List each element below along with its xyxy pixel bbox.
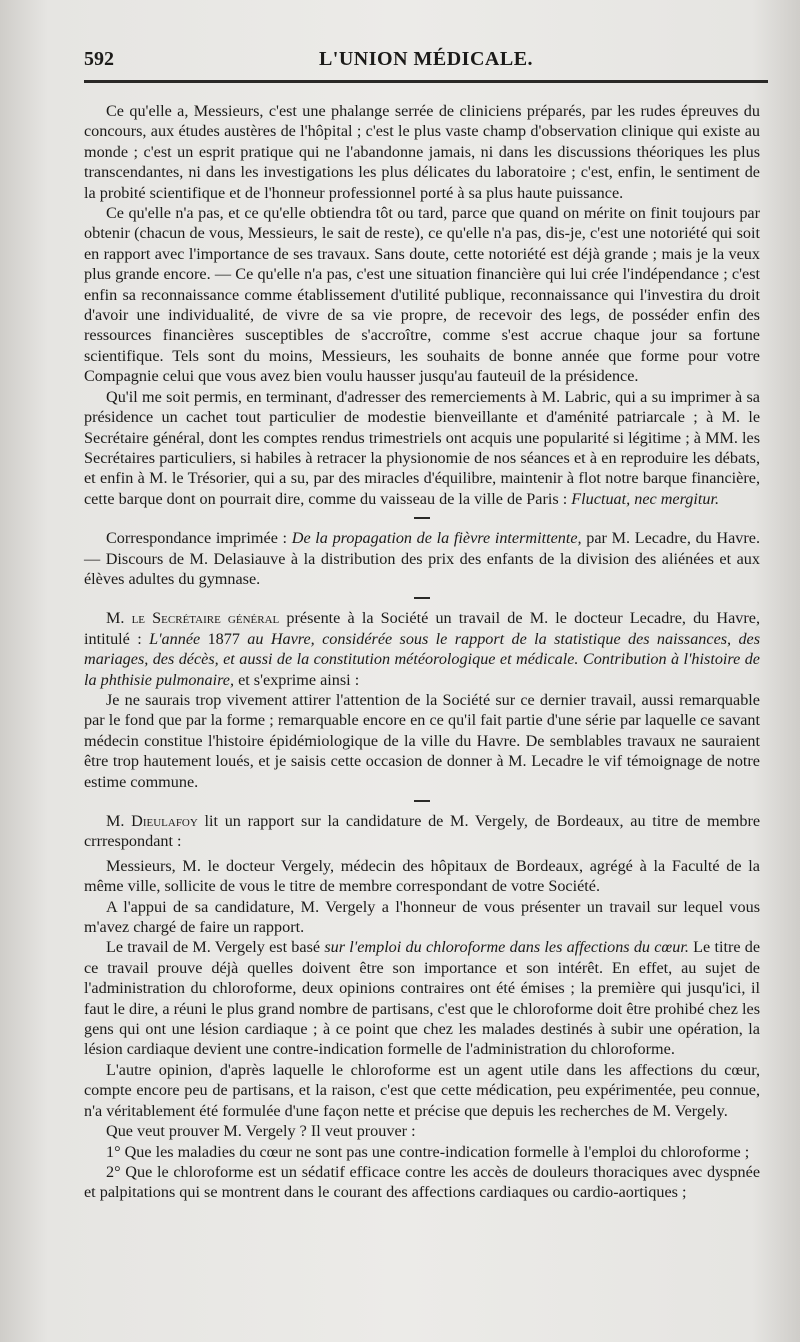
running-head: L'UNION MÉDICALE.	[318, 48, 534, 70]
correspondance-rest: par M. Lecadre, du Havre. — Discours de M. Delasiauve à la distribution des prix des enfants de la division des aliénées et aux élèves adultes du gymnase.	[84, 529, 761, 588]
section-separator	[414, 800, 430, 802]
paragraph-correspondance	[84, 528, 760, 589]
paragraph-remerciements	[84, 387, 760, 509]
list-item: 1° Que les maladies du cœur ne sont pas une contre-indication formelle à l'emploi du chloroforme ;	[106, 1142, 750, 1161]
remerciements-text: Qu'il me soit permis, en terminant, d'adresser des remerciements à M. Labric, qui a su imprimer à sa présidence un cachet tout particulier de modestie bienveillante et d'aménité patriarcale ; à M. le Secrétaire général, dont les comptes rendus trimestriels ont acquis une popularité si légitime ; à MM. les Secrétaires particuliers, si habiles à retracer la physionomie de nos séances et à en reproduire les débats, et enfin à M. le Trésorier, qui a su, par des miracles d'équilibre, maintenir à flot notre barque financière, cette barque dont on pourrait dire, comme du vaisseau de la ville de Paris :	[84, 387, 760, 508]
dieulafoy-text: lit un rapport sur la candidature de M. Vergely, de Bordeaux, au titre de membre crrrespondant :	[84, 812, 761, 851]
lecadre-title-year: 1877	[207, 629, 240, 648]
paragraph-travail	[84, 937, 760, 1059]
secretaire-text-end: et s'exprime ainsi :	[238, 670, 360, 689]
paragraph-dieulafoy	[84, 811, 760, 852]
numbered-list	[84, 1142, 760, 1203]
travail-text: Le travail de M. Vergely est basé	[106, 938, 321, 957]
paragraph-autre-opinion: L'autre opinion, d'après laquelle le chloroforme est un agent utile dans les affections du cœur, compte encore peu de partisans, et la raison, c'est que cette médication, peu expérimentée, peu connue, n'a véritablement été formulée d'une façon nette et précise que depuis les recherches de M. Vergely.	[84, 1060, 760, 1120]
page-header	[84, 40, 768, 83]
list-item: 2° Que le chloroforme est un sédatif efficace contre les accès de douleurs thoraciques avec dyspnée et palpitations qui se montrent dans le courant des affections cardiaques ou cardio-aortiques ;	[84, 1162, 760, 1202]
body-text	[84, 101, 760, 1203]
paris-motto: Fluctuat, nec mergitur.	[571, 489, 720, 508]
correspondance-lead: Correspondance imprimée :	[106, 529, 288, 548]
correspondance-title: De la propagation de la fièvre intermittente,	[291, 529, 582, 548]
lecadre-title-start: L'année	[149, 629, 201, 648]
paragraph-messieurs: Messieurs, M. le docteur Vergely, médecin des hôpitaux de Bordeaux, agrégé à la Faculté de la même ville, sollicite de vous le titre de membre correspondant de votre Société.	[84, 856, 760, 896]
lecadre-title-rest: au Havre, considérée sous le rapport de la statistique des naissances, des mariages, des décès, et aussi de la constitution météorologique et médicale. Contribution à l'histoire de la phthisie pulmonaire,	[84, 629, 761, 689]
secretaire-text: présente à la Société un travail de M. le docteur Lecadre, du Havre, intitulé :	[84, 609, 761, 648]
paragraph-lecadre-praise: Je ne saurais trop vivement attirer l'attention de la Société sur ce dernier travail, aussi remarquable par le fond que par la forme ; remarquable encore en ce qu'il fait partie d'une série par laquelle ce savant médecin constitue l'histoire épidémiologique de la ville du Havre. De semblables travaux ne sauraient être trop hautement loués, et je saisis cette occasion de donner à M. Lecadre le vif témoignage de notre estime commune.	[84, 690, 760, 791]
secretaire-name: M. le Secrétaire général	[106, 609, 280, 628]
section-separator	[414, 597, 430, 599]
paragraph-ce-quelle-na-pas: Ce qu'elle n'a pas, et ce qu'elle obtiendra tôt ou tard, parce que quand on mérite on finit toujours par obtenir (chacun de vous, Messieurs, le sait de reste), ce qu'elle n'a pas, dis-je, c'est une notoriété qui soit en rapport avec l'importance de ses travaux. Sans doute, cette notoriété est déjà grande ; mais je la veux plus grande encore. — Ce qu'elle n'a pas, c'est une situation financière qui lui crée l'indépendance ; c'est enfin sa reconnaissance comme établissement d'utilité publique, reconnaissance qui l'investira du droit d'avoir une individualité, de vivre de sa vie propre, de recevoir des legs, de posséder enfin des ressources financières susceptibles de s'accroître, comme s'est accrue chaque jour sa fortune scientifique. Tels sont du moins, Messieurs, les souhaits de bonne année que forme pour votre Compagnie celui que vous avez bien voulu hausser jusqu'au fauteuil de la présidence.	[84, 204, 760, 386]
dieulafoy-name: M. Dieulafoy	[106, 812, 198, 830]
paragraph-appui: A l'appui de sa candidature, M. Vergely a l'honneur de vous présenter un travail sur lequel vous m'avez chargé de faire un rapport.	[84, 897, 760, 937]
section-separator	[414, 517, 430, 519]
travail-text-rest: Le titre de ce travail prouve déjà quelles doivent être son importance et son intérêt. En effet, au sujet de l'administration du chloroforme, deux opinions contraires ont été émises ; la première qui jusqu'ici, il faut le dire, a réuni le plus grand nombre de partisans, c'est que le chloroforme doit être prohibé chez les gens qui ont une lésion cardiaque ; à ce point que chez les malades destinés à subir une opération, la lésion cardiaque devient une contre-indication formelle de l'administration du chloroforme.	[84, 938, 761, 1059]
travail-title: sur l'emploi du chloroforme dans les affections du cœur.	[324, 938, 689, 957]
paragraph-secretaire-general	[84, 608, 760, 690]
page-number: 592	[84, 48, 114, 70]
paragraph-question: Que veut prouver M. Vergely ? Il veut prouver :	[106, 1122, 416, 1141]
paragraph-ce-quelle-a: Ce qu'elle a, Messieurs, c'est une phalange serrée de cliniciens préparés, par les rudes épreuves du concours, aux études austères de l'hôpital ; c'est le plus vaste champ d'observation clinique qui existe au monde ; c'est un esprit pratique qui ne l'abandonne jamais, ni dans les discussions théoriques les plus transcendantes, ni dans les investigations les plus délicates du laboratoire ; c'est, enfin, le sentiment de la probité scientifique et de l'honneur professionnel porté à sa plus haute puissance.	[84, 102, 760, 202]
